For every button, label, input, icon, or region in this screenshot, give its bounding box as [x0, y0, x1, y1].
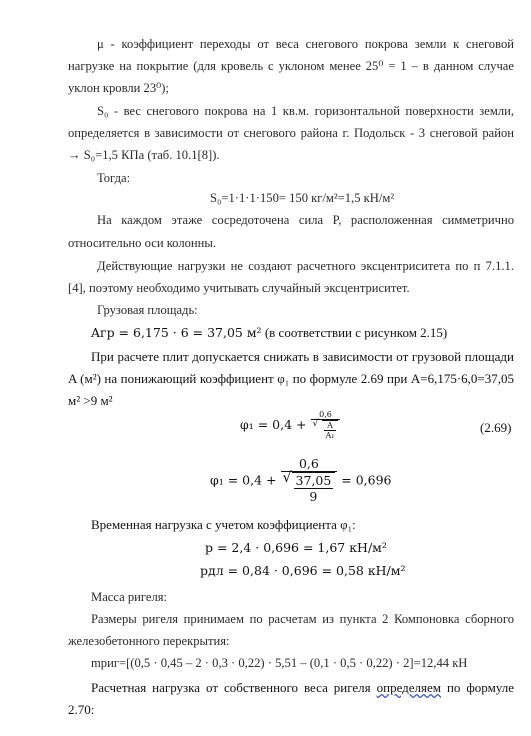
- para-reduction-line2: A (м²) на понижающий коэффициент φ₁ по формуле 2.69 при A=6,175·6,0=37,05: [68, 371, 514, 386]
- para-reduction-line1: При расчете плит допускается снижать в зависимости от грузовой площади: [91, 349, 514, 364]
- para-s0-line3: → S₀=1,5 КПа (таб. 10.1[8]).: [68, 148, 220, 162]
- then-label: Тогда:: [97, 171, 131, 185]
- para-reduction-line3: м² >9 м²: [68, 393, 113, 408]
- area-label: Грузовая площадь:: [97, 303, 198, 317]
- phi-calculation: [210, 456, 392, 504]
- formula-2-69-sqrt: [313, 420, 339, 440]
- formula-2-69-lhs: φ₁ = 0,4 +: [240, 417, 307, 432]
- phi-calc-lhs: φ₁ = 0,4 +: [210, 472, 277, 488]
- area-equation-line: [91, 325, 447, 341]
- para-beam-size-line1: Размеры ригеля принимаем по расчетам из пункта 2 Компоновка сборного: [91, 612, 514, 626]
- beam-mass-equation: mриг=[(0,5 · 0,45 – 2 · 0,3 · 0,22) · 5,51 – (0,1 · 0,5 · 0,22) · 2]=12,44 кН: [91, 656, 468, 670]
- phi-calc-radicand: [292, 472, 336, 504]
- long-term-load-equation: pдл = 0,84 · 0,696 = 0,58 кН/м²: [200, 563, 406, 578]
- formula-2-69-number: (2.69): [480, 420, 512, 435]
- para-force-line2: относительно оси колонны.: [68, 236, 216, 250]
- formula-2-69-numerator: 0,6: [319, 410, 332, 419]
- para-design-load-line2: 2.70:: [68, 702, 95, 717]
- design-load-text: Расчетная нагрузка от собственного веса ригеля: [91, 680, 371, 695]
- para-design-load-line1: [91, 680, 514, 696]
- phi-calc-inner-num: √ 37,05: [295, 473, 332, 488]
- formula-2-69-fraction: [311, 410, 341, 440]
- formula-2-69-radicand: [322, 420, 339, 440]
- para-s0-line2: определяется в зависимости от снегового района г. Подольск - 3 снеговой район: [68, 126, 514, 140]
- area-equation: Aгр = 6,175 · 6 = 37,05 м²: [91, 325, 262, 340]
- phi-calc-result: = 0,696: [341, 472, 392, 488]
- para-eccentricity-line2: [4], поэтому необходимо учитывать случайный эксцентриситет.: [68, 281, 410, 295]
- live-load-label: Временная нагрузка с учетом коэффициента φ₁:: [91, 517, 356, 532]
- para-mu-line2: нагрузке на покрытие (для кровель с уклоном менее 25⁰ = 1 – в данном случае: [68, 59, 514, 73]
- live-load-equation: p = 2,4 · 0,696 = 1,67 кН/м²: [205, 540, 387, 555]
- design-load-text-end: по формуле: [446, 680, 515, 695]
- phi-calc-fraction: [281, 456, 338, 504]
- area-equation-note: (в соответствии с рисунком 2.15): [261, 325, 448, 340]
- phi-calc-denominator: [281, 471, 338, 504]
- snow-load-equation: S₀=1·1·1·150= 150 кг/м²=1,5 кН/м²: [210, 191, 395, 205]
- formula-2-69-denominator: [311, 419, 341, 440]
- beam-mass-label: Масса ригеля:: [91, 590, 168, 604]
- phi-calc-inner-den: 9: [294, 488, 334, 504]
- para-mu-line3: уклон кровли 23⁰);: [68, 81, 169, 95]
- phi-calc-sqrt: [283, 472, 336, 504]
- phi-calc-inner-fraction: [294, 473, 334, 504]
- formula-2-69-inner-fraction: [324, 421, 337, 440]
- para-mu-line1: μ - коэффициент переходы от веса снегового покрова земли к снеговой: [97, 37, 514, 51]
- formula-2-69: [240, 410, 340, 440]
- phi-calc-numerator: 0,6: [298, 456, 319, 471]
- para-eccentricity-line1: Действующие нагрузки не создают расчетного эксцентриситета по п 7.1.1.: [97, 259, 514, 273]
- para-s0-line1: S₀ - вес снегового покрова на 1 кв.м. горизонтальной поверхности земли,: [97, 104, 514, 118]
- spellcheck-word: определяем: [376, 680, 442, 695]
- formula-2-69-inner-num: √ A: [327, 421, 333, 430]
- formula-2-69-inner-den: A₁: [325, 431, 335, 440]
- para-beam-size-line2: железобетонного перекрытия:: [68, 634, 230, 648]
- para-force-line1: На каждом этаже сосредоточена сила P, расположенная симметрично: [97, 213, 514, 227]
